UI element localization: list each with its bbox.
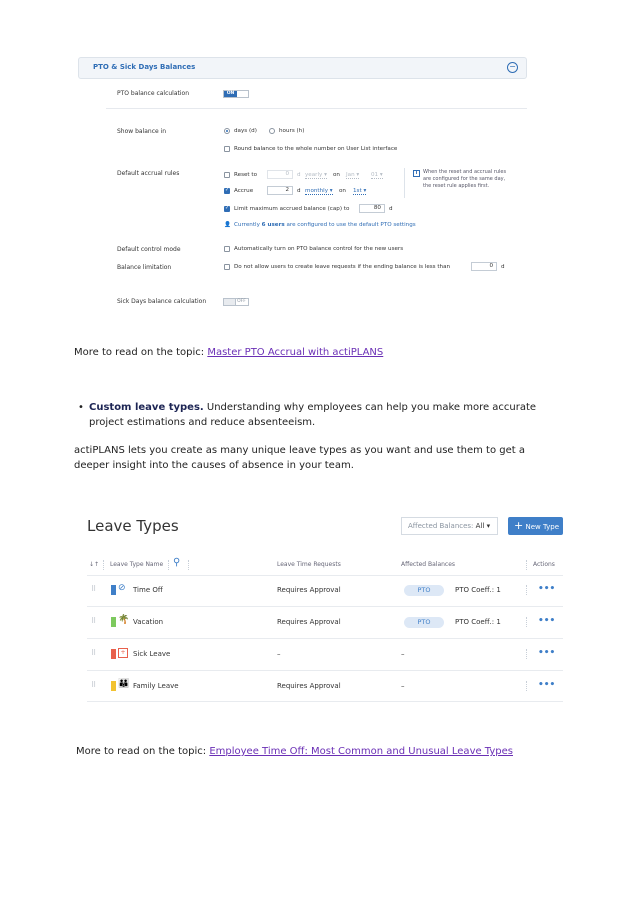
info-line: the reset rule applies first. [423, 183, 490, 189]
column-separator [526, 617, 528, 627]
prohibit-icon: ⊘ [118, 583, 126, 593]
toggle-off-label: OFF [237, 299, 246, 304]
column-separator [168, 560, 170, 570]
accrue-value-input[interactable]: 2 [267, 186, 293, 195]
more-actions-button[interactable]: ••• [538, 584, 556, 594]
pto-coeff: PTO Coeff.: 1 [455, 586, 501, 594]
reset-on-word: on [333, 172, 340, 178]
accrue-label: Accrue [234, 188, 254, 194]
drag-handle-icon[interactable]: ⠿ [91, 585, 96, 593]
balance-limit-input[interactable]: 0 [471, 262, 497, 271]
reset-unit: d [297, 172, 301, 178]
divider [87, 575, 563, 576]
affected-balances: – [401, 682, 405, 690]
auto-turn-label: Automatically turn on PTO balance control for the new users [234, 246, 404, 252]
hours-option-label: hours (h) [279, 128, 305, 134]
color-swatch [111, 617, 116, 627]
divider [87, 606, 563, 607]
leave-types-link[interactable]: Employee Time Off: Most Common and Unusual Leave Types [209, 746, 513, 757]
column-separator [526, 560, 528, 570]
reset-checkbox[interactable] [224, 172, 230, 178]
col-actions: Actions [533, 561, 555, 568]
default-control-label: Default control mode [117, 246, 181, 253]
paragraph-line-2: deeper insight into the causes of absence in your team. [74, 460, 354, 471]
more-to-read-2: More to read on the topic: Employee Time Off: Most Common and Unusual Leave Types [76, 746, 513, 757]
pto-calc-toggle[interactable] [223, 90, 249, 98]
pto-accrual-link[interactable]: Master PTO Accrual with actiPLANS [207, 347, 384, 358]
leave-type-name: Sick Leave [133, 650, 171, 658]
reset-value-input[interactable]: 0 [267, 170, 293, 179]
not-allow-checkbox[interactable] [224, 264, 230, 270]
toggle-on-label: ON [224, 91, 237, 97]
round-checkbox[interactable] [224, 146, 230, 152]
column-separator [526, 585, 528, 595]
new-type-button[interactable]: + New Type [508, 517, 563, 535]
col-leave-time-requests: Leave Time Requests [277, 561, 341, 568]
pto-badge: PTO [404, 617, 444, 628]
pto-calc-label: PTO balance calculation [117, 90, 190, 97]
leave-type-name: Family Leave [133, 682, 179, 690]
not-allow-label: Do not allow users to create leave requests if the ending balance is less than [234, 264, 451, 270]
leave-type-name: Vacation [133, 618, 164, 626]
drag-handle-icon[interactable]: ⠿ [91, 649, 96, 657]
leave-time-requests: – [277, 650, 281, 658]
balance-limit-unit: d [501, 264, 505, 270]
leave-time-requests: Requires Approval [277, 682, 341, 690]
limit-checkbox[interactable] [224, 206, 230, 212]
leave-type-name: Time Off [133, 586, 163, 594]
divider [87, 638, 563, 639]
bullet-dot: • [78, 402, 84, 413]
affected-balances: – [401, 650, 405, 658]
accrue-unit: d [297, 188, 301, 194]
limit-value-input[interactable]: 80 [359, 204, 385, 213]
collapse-icon[interactable]: − [507, 62, 518, 73]
column-separator [526, 649, 528, 659]
pto-coeff: PTO Coeff.: 1 [455, 618, 501, 626]
color-swatch [111, 649, 116, 659]
hours-radio[interactable] [269, 128, 275, 134]
palm-tree-icon: 🌴 [118, 615, 130, 625]
days-option-label: days (d) [234, 128, 257, 134]
drag-handle-icon[interactable]: ⠿ [91, 681, 96, 689]
leave-time-requests: Requires Approval [277, 586, 341, 594]
col-leave-type-name[interactable]: Leave Type Name [110, 561, 164, 568]
sick-calc-label: Sick Days balance calculation [117, 298, 207, 305]
drag-handle-icon[interactable]: ⠿ [91, 617, 96, 625]
balance-limit-label: Balance limitation [117, 264, 172, 271]
affected-balances-dropdown[interactable]: Affected Balances: All ▾ [401, 517, 498, 535]
info-icon: i [413, 170, 420, 177]
pto-section-header[interactable] [78, 57, 527, 79]
users-note: Currently 6 users are configured to use the default PTO settings [234, 222, 416, 228]
pto-section-title: PTO & Sick Days Balances [93, 63, 196, 71]
more-to-read-1: More to read on the topic: Master PTO Accrual with actiPLANS [74, 347, 384, 358]
more-actions-button[interactable]: ••• [538, 648, 556, 658]
leave-types-title: Leave Types [87, 517, 179, 535]
bullet-line-2: project estimations and reduce absenteeism. [89, 417, 316, 428]
accrue-period-dropdown[interactable]: monthly ▾ [305, 188, 333, 194]
plus-icon: + [514, 519, 524, 532]
info-note [404, 168, 525, 198]
round-label: Round balance to the whole number on User List interface [234, 146, 398, 152]
limit-unit: d [389, 206, 393, 212]
bullet-line-1: Custom leave types. Understanding why employees can help you make more accurate [89, 402, 537, 413]
more-actions-button[interactable]: ••• [538, 616, 556, 626]
auto-turn-checkbox[interactable] [224, 246, 230, 252]
show-balance-label: Show balance in [117, 128, 167, 135]
col-affected-balances: Affected Balances [401, 561, 456, 568]
accrue-on-word: on [339, 188, 346, 194]
info-line: are configured for the same day, [423, 176, 506, 182]
family-icon: 👪 [118, 679, 130, 689]
column-separator [103, 560, 105, 570]
user-icon: 👤 [224, 222, 231, 228]
divider [106, 108, 527, 109]
chevron-down-icon: ▾ [486, 522, 491, 530]
pto-badge: PTO [404, 585, 444, 596]
accrue-checkbox[interactable] [224, 188, 230, 194]
reset-month-dropdown[interactable]: Jan ▾ [346, 172, 360, 178]
color-swatch [111, 681, 116, 691]
color-swatch [111, 585, 116, 595]
column-separator [526, 681, 528, 691]
reset-period-dropdown[interactable]: yearly ▾ [305, 172, 327, 178]
search-icon[interactable]: ⚲ [173, 557, 181, 568]
paragraph-line-1: actiPLANS lets you create as many unique leave types as you want and use them to get a [74, 445, 526, 456]
divider [87, 701, 563, 702]
reset-to-label: Reset to [234, 172, 258, 178]
medical-icon: + [118, 648, 128, 658]
default-accrual-label: Default accrual rules [117, 170, 180, 177]
more-actions-button[interactable]: ••• [538, 680, 556, 690]
divider [87, 670, 563, 671]
limit-label: Limit maximum accrued balance (cap) to [234, 206, 350, 212]
leave-time-requests: Requires Approval [277, 618, 341, 626]
sick-calc-toggle[interactable] [223, 298, 249, 306]
accrue-day-dropdown[interactable]: 1st ▾ [353, 188, 367, 194]
reset-day-dropdown[interactable]: 01 ▾ [371, 172, 383, 178]
bullet-bold: Custom leave types. [89, 402, 204, 413]
sort-icon[interactable]: ↓↑ [89, 561, 100, 568]
info-line: When the reset and accrual rules [423, 169, 507, 175]
column-separator [188, 560, 190, 570]
days-radio[interactable] [224, 128, 230, 134]
